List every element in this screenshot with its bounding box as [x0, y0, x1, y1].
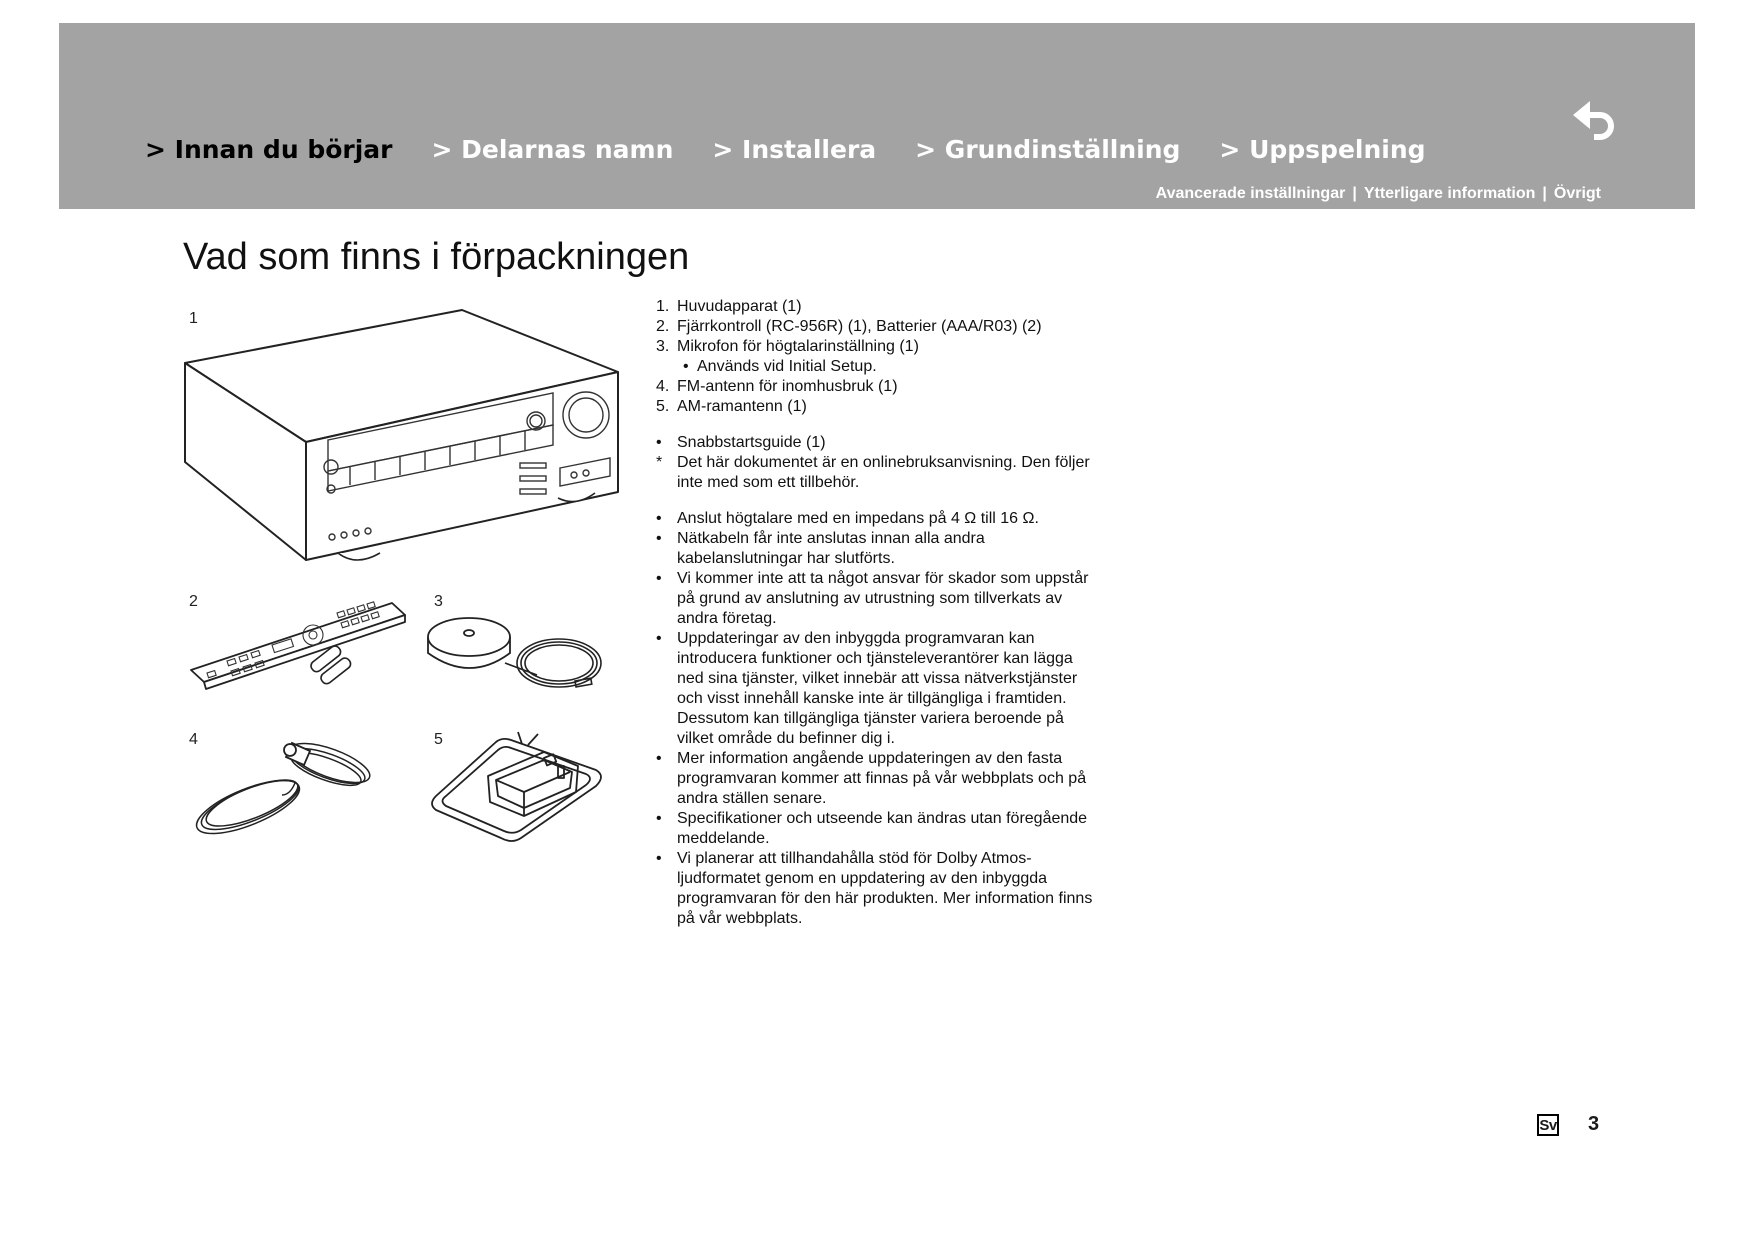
list-item [656, 629, 1096, 749]
bullet-marker: • [656, 434, 662, 451]
figure-label-5: 5 [434, 731, 443, 748]
contents-list [656, 297, 1096, 417]
extra-items [656, 433, 1096, 493]
list-item-text: Mer information angående uppdateringen av den fasta programvaran kommer att finnas på vår webbplats och på andra ställen senare. [677, 750, 1087, 807]
bullet-marker: • [656, 530, 662, 547]
bullet-marker: • [656, 630, 662, 647]
list-marker: 2. [656, 318, 670, 335]
am-loop-antenna-illustration [426, 730, 608, 850]
list-item [656, 377, 1096, 397]
figure-label-3: 3 [434, 593, 443, 610]
list-item [656, 317, 1096, 337]
separator: | [1542, 185, 1547, 202]
link-avancerade-installningar[interactable]: Avancerade inställningar [1155, 185, 1346, 202]
main-nav [145, 135, 1465, 164]
list-marker: 5. [656, 398, 670, 415]
remote-control-illustration [187, 595, 412, 697]
microphone-illustration [425, 605, 607, 695]
tab-delarnas-namn[interactable]: > Delarnas namn [431, 135, 674, 164]
list-item-text: Specifikationer och utseende kan ändras utan föregående meddelande. [677, 810, 1088, 847]
list-item [656, 529, 1096, 569]
list-item-text: Fjärrkontroll (RC-956R) (1), Batterier (AAA/R03) (2) [677, 318, 1042, 335]
list-item-text: Vi planerar att tillhandahålla stöd för Dolby Atmos-ljudformatet genom en uppdatering av den inbyggda programvaran för den här produkten. Mer information finns på vår webbplats. [677, 850, 1093, 927]
figure-label-4: 4 [189, 731, 198, 748]
list-item-text: Snabbstartsguide (1) [677, 434, 826, 451]
bullet-marker: • [656, 570, 662, 587]
link-ytterligare-information[interactable]: Ytterligare information [1363, 185, 1536, 202]
list-item-text: Det här dokumentet är en onlinebruksanvisning. Den följer inte med som ett tillbehör. [677, 454, 1090, 491]
bullet-marker: • [656, 850, 662, 867]
sub-nav [1156, 185, 1601, 203]
return-arrow-icon [1568, 93, 1622, 147]
list-item [656, 849, 1096, 929]
list-item [656, 297, 1096, 317]
bullet-marker: • [656, 810, 662, 827]
figure-label-2: 2 [189, 593, 198, 610]
list-item-text: Används vid Initial Setup. [697, 358, 877, 375]
bullet-marker: • [683, 358, 689, 375]
contents-text-column [656, 297, 1096, 929]
list-item [656, 749, 1096, 809]
tab-grundinstallning[interactable]: > Grundinställning [915, 135, 1181, 164]
list-item-text: Uppdateringar av den inbyggda programvaran kan introducera funktioner och tjänsteleverantörer kan lägga ned sina tjänster, vilket innebär att vissa nätverkstjänster och visst innehåll kanske inte är tillgängliga i framtiden. Dessutom kan tillgängliga tjänster variera beroende på vilket område du befinner dig i. [677, 630, 1078, 747]
list-item-text: Nätkabeln får inte anslutas innan alla andra kabelanslutningar har slutförts. [677, 530, 985, 567]
notes-list [656, 509, 1096, 929]
list-item-text: FM-antenn för inomhusbruk (1) [677, 378, 898, 395]
list-item [656, 337, 1096, 357]
asterisk-marker: * [656, 454, 663, 471]
list-item [656, 509, 1096, 529]
header-bar [59, 23, 1695, 209]
list-marker: 4. [656, 378, 670, 395]
separator: | [1352, 185, 1357, 202]
list-item [656, 453, 1096, 493]
list-marker: 3. [656, 338, 670, 355]
language-badge: Sv [1537, 1114, 1559, 1136]
list-item-text: Vi kommer inte att ta något ansvar för skador som uppstår på grund av anslutning av utrustning som tillverkats av andra företag. [677, 570, 1089, 627]
list-item [656, 397, 1096, 417]
tab-installera[interactable]: > Installera [712, 135, 877, 164]
list-item [656, 809, 1096, 849]
list-item [656, 357, 1096, 377]
page-title: Vad som finns i förpackningen [183, 236, 690, 278]
tab-uppspelning[interactable]: > Uppspelning [1219, 135, 1426, 164]
list-item [656, 433, 1096, 453]
link-ovrigt[interactable]: Övrigt [1553, 185, 1601, 202]
tab-innan-du-borjar[interactable]: > Innan du börjar [145, 135, 393, 164]
list-item-text: AM-ramantenn (1) [677, 398, 807, 415]
back-button[interactable] [1568, 93, 1622, 147]
bullet-marker: • [656, 750, 662, 767]
list-item-text: Mikrofon för högtalarinställning (1) [677, 338, 919, 355]
bullet-marker: • [656, 510, 662, 527]
av-receiver-illustration [180, 305, 625, 570]
fm-antenna-illustration [190, 735, 380, 845]
list-item [656, 569, 1096, 629]
list-item-text: Anslut högtalare med en impedans på 4 Ω till 16 Ω. [677, 510, 1039, 527]
list-item-text: Huvudapparat (1) [677, 298, 802, 315]
figure-label-1: 1 [189, 310, 198, 327]
list-marker: 1. [656, 298, 670, 315]
page-number: 3 [1588, 1113, 1600, 1135]
